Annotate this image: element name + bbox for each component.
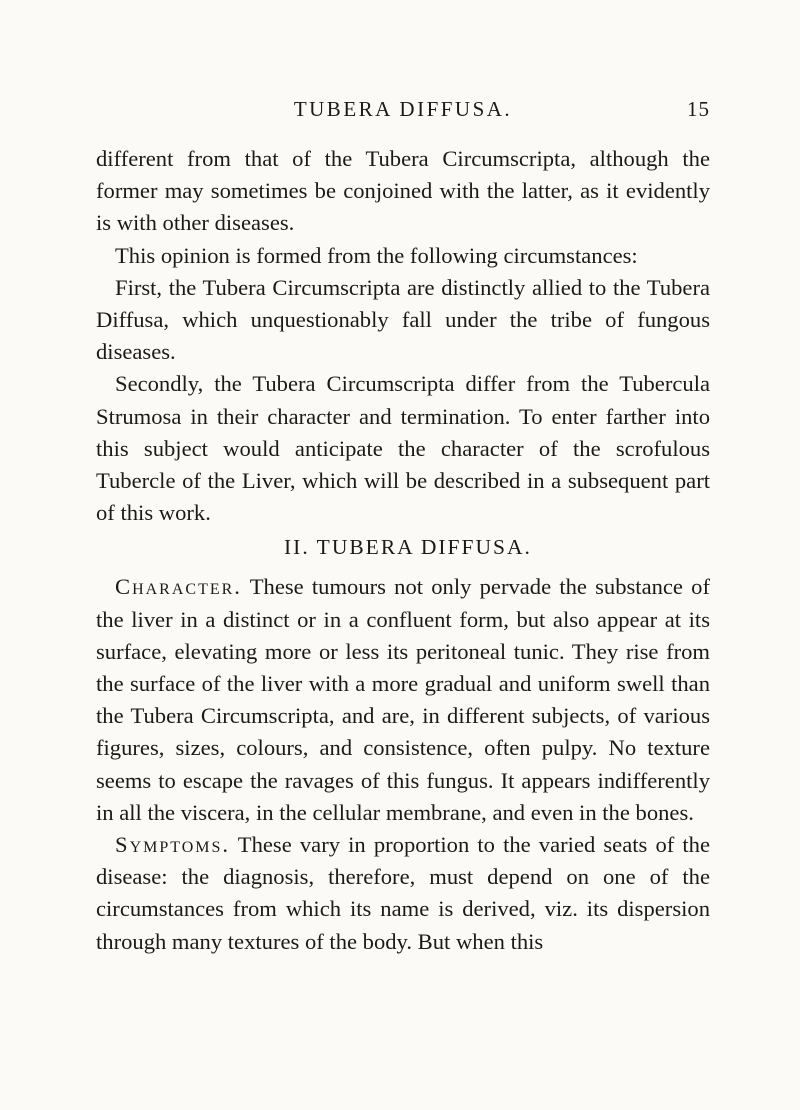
paragraph-continued: different from that of the Tubera Circumscripta, although the former may sometimes be conjoined with the latter, as it evidently is with other diseases.: [96, 146, 710, 236]
section-heading: II. TUBERA DIFFUSA.: [284, 535, 532, 560]
body-text: [96, 143, 710, 958]
paragraph-opinion: This opinion is formed from the following circumstances:: [115, 242, 638, 268]
symptoms-text: These vary in proportion to the varied seats of the disease: the diagnosis, therefore, must depend on one of the circumstances from which its name is derived, viz. its dispersion through many textures of the body. But when this: [96, 832, 710, 954]
paragraph-secondly: Secondly, the Tubera Circumscripta differ from the Tubercula Strumosa in their character and termination. To enter farther into this subject would anticipate the character of the scrofulous Tubercle of the Liver, which will be described in a subsequent part of this work.: [96, 371, 710, 526]
character-label: Character.: [115, 574, 242, 600]
character-text: These tumours not only pervade the substance of the liver in a distinct or in a confluent form, but also appear at its surface, elevating more or less its peritoneal tunic. They rise from the surface of the liver with a more gradual and uniform swell than the Tubera Circumscripta, and are, in different subjects, of various figures, sizes, colours, and consistence, often pulpy. No texture seems to escape the ravages of this fungus. It appears indifferently in all the viscera, in the cellular membrane, and even in the bones.: [96, 574, 710, 825]
paragraph-symptoms: [96, 829, 710, 958]
running-head: [96, 97, 710, 131]
page-number: 15: [687, 97, 710, 121]
running-title: TUBERA DIFFUSA.: [293, 97, 513, 121]
symptoms-label: Symptoms.: [115, 832, 231, 858]
paragraph-character: [96, 571, 710, 829]
paragraph-first: First, the Tubera Circumscripta are distinctly allied to the Tubera Diffusa, which unquestionably fall under the tribe of fungous diseases.: [96, 274, 710, 365]
